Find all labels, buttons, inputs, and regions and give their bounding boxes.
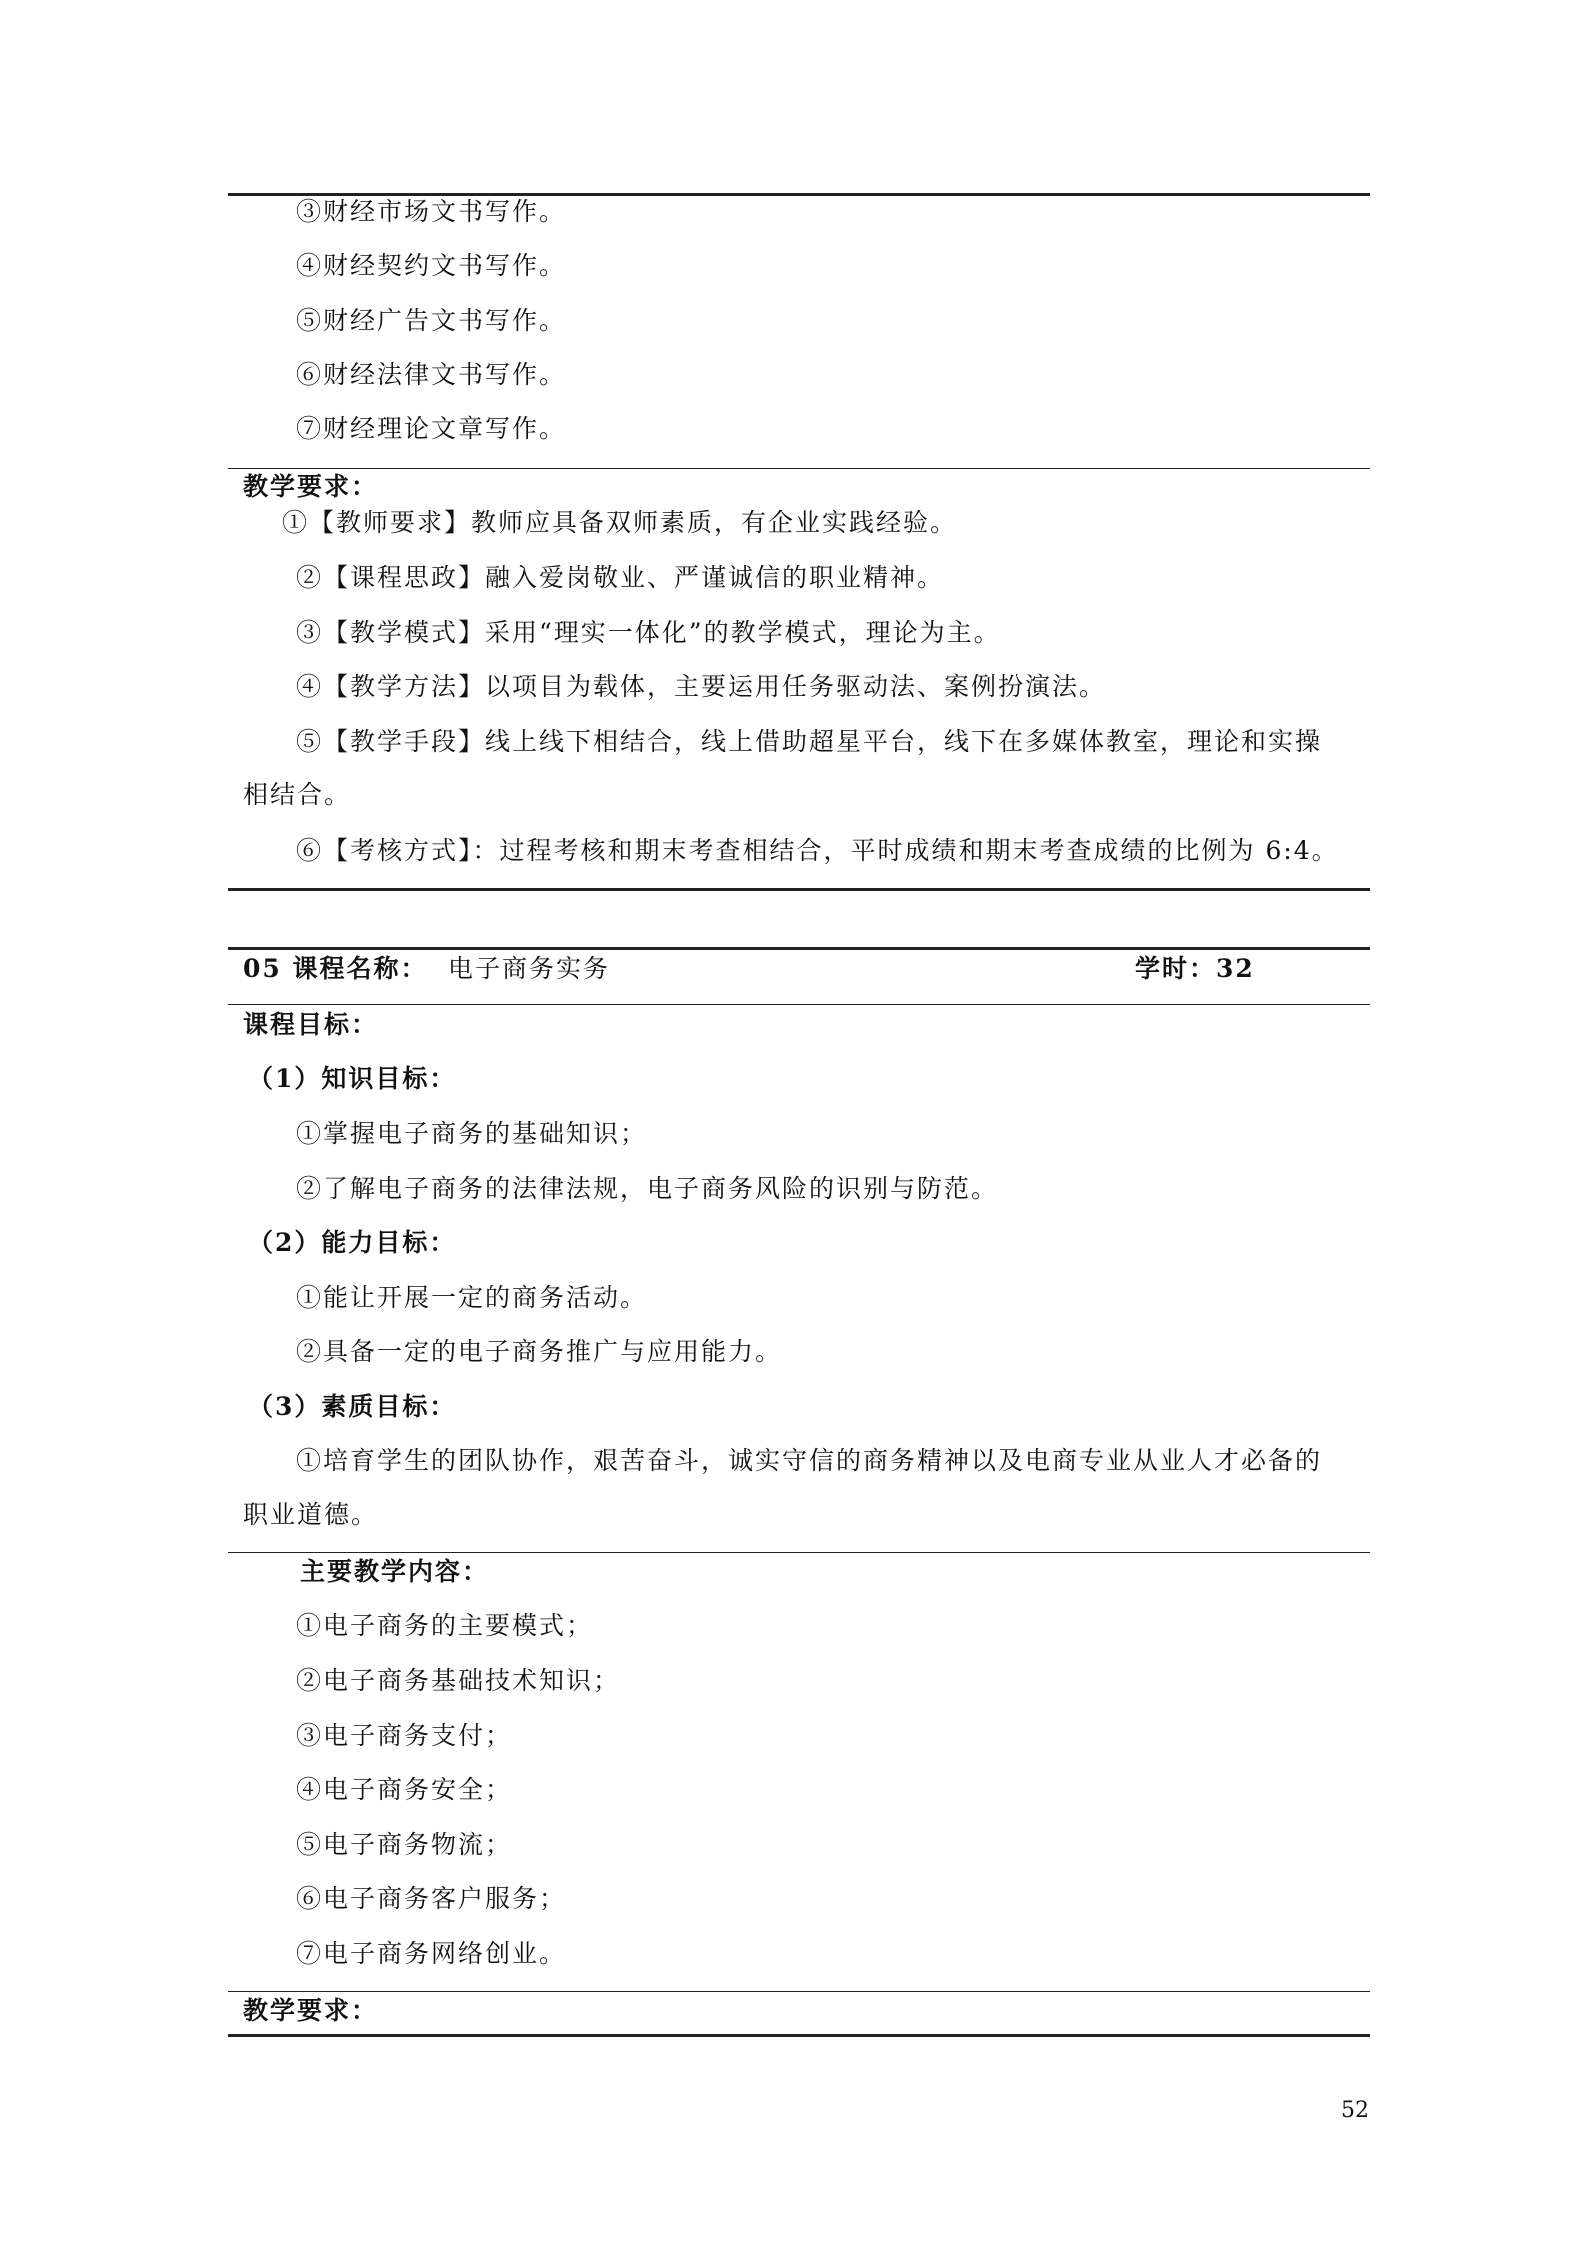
row-divider (228, 468, 1370, 469)
main-content-label: 主要教学内容： (300, 1557, 490, 1586)
table-bottom-rule (228, 2034, 1370, 2037)
content-item: ④电子商务安全； (296, 1775, 513, 1804)
goal-item: ①能让开展一定的商务活动。 (296, 1283, 648, 1312)
requirement-item: ⑤【教学手段】线上线下相结合，线上借助超星平台，线下在多媒体教室，理论和实操 (296, 727, 1323, 756)
requirement-item: 相结合。 (243, 780, 352, 809)
content-item: ⑦电子商务网络创业。 (296, 1939, 567, 1968)
requirement-item: ②【课程思政】融入爱岗敬业、严谨诚信的职业精神。 (296, 563, 945, 592)
row-divider (228, 1552, 1370, 1553)
course-hours: 学时：32 (1135, 954, 1255, 983)
content-item: ③电子商务支付； (296, 1721, 513, 1750)
content-item: ⑦财经理论文章写作。 (296, 414, 567, 443)
teaching-requirements-label: 教学要求： (243, 1996, 379, 2025)
table-top-rule (228, 947, 1370, 950)
knowledge-goals-label: （1）知识目标： (248, 1064, 457, 1093)
content-item: ④财经契约文书写作。 (296, 251, 567, 280)
content-item: ⑤电子商务物流； (296, 1830, 513, 1859)
row-divider (228, 1991, 1370, 1992)
goal-item: ①掌握电子商务的基础知识； (296, 1119, 648, 1148)
table-bottom-rule (228, 888, 1370, 891)
quality-goals-label: （3）素质目标： (248, 1392, 457, 1421)
course-goals-label: 课程目标： (243, 1010, 379, 1039)
table-top-rule (228, 193, 1370, 196)
content-item: ⑤财经广告文书写作。 (296, 306, 567, 335)
content-item: ⑥电子商务客户服务； (296, 1884, 567, 1913)
content-item: ③财经市场文书写作。 (296, 197, 567, 226)
course-name: 电子商务实务 (448, 954, 611, 983)
goal-item: ②具备一定的电子商务推广与应用能力。 (296, 1337, 783, 1366)
requirement-item: ④【教学方法】以项目为载体，主要运用任务驱动法、案例扮演法。 (296, 672, 1107, 701)
requirement-item: ③【教学模式】采用“理实一体化”的教学模式，理论为主。 (296, 618, 1001, 647)
page-number: 52 (1341, 2098, 1369, 2123)
teaching-requirements-label: 教学要求： (243, 472, 379, 501)
requirement-item: ⑥【考核方式】：过程考核和期末考查相结合，平时成绩和期末考查成绩的比例为 6:4。 (296, 836, 1339, 865)
requirement-item: ①【教师要求】教师应具备双师素质，有企业实践经验。 (282, 508, 958, 537)
ability-goals-label: （2）能力目标： (248, 1228, 457, 1257)
course-label: 05 课程名称： (243, 954, 428, 983)
content-item: ②电子商务基础技术知识； (296, 1666, 621, 1695)
goal-item: 职业道德。 (243, 1500, 379, 1529)
content-item: ⑥财经法律文书写作。 (296, 360, 567, 389)
goal-item: ②了解电子商务的法律法规，电子商务风险的识别与防范。 (296, 1174, 999, 1203)
content-item: ①电子商务的主要模式； (296, 1611, 594, 1640)
goal-item: ①培育学生的团队协作，艰苦奋斗，诚实守信的商务精神以及电商专业从业人才必备的 (296, 1446, 1323, 1475)
row-divider (228, 1004, 1370, 1005)
